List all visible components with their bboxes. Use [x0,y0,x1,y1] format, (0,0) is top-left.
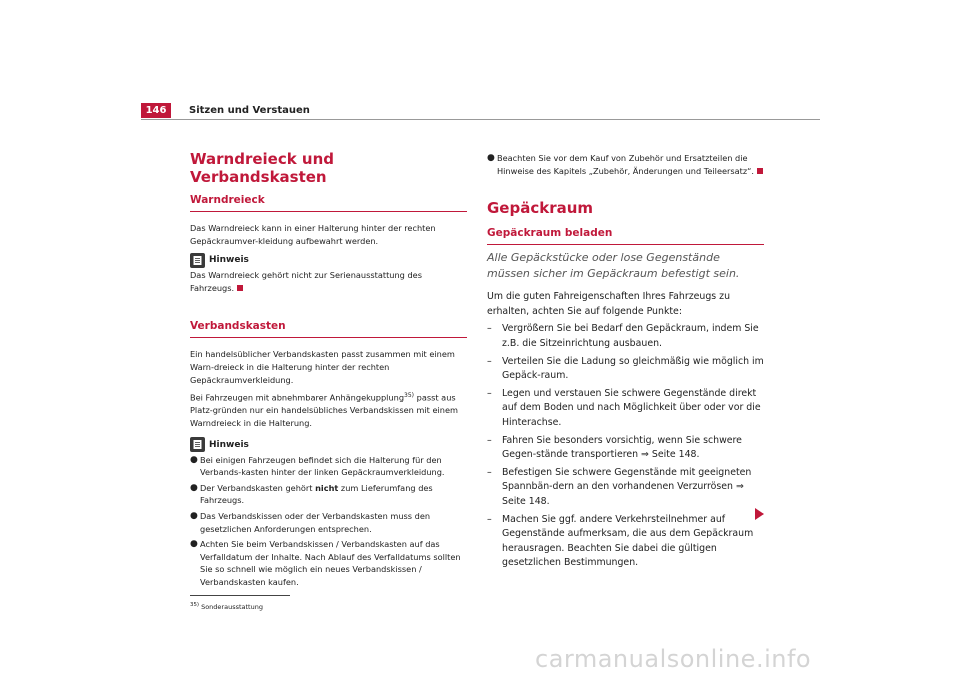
list-item: ● Beachten Sie vor dem Kauf von Zubehör und Ersatzteilen die Hinweise des Kapitels „Zubehör, Änderungen und Teileersatz“. [487,152,764,177]
running-title: Sitzen und Verstauen [189,105,310,116]
note-pad-icon [190,437,205,452]
list-item: – Verteilen Sie die Ladung so gleichmäßig wie möglich im Gepäck-raum. [487,355,764,382]
page-header [141,103,820,118]
list-item: ● Achten Sie beim Verbandskissen / Verbandskasten auf das Verfalldatum der Inhalte. Nach Ablauf des Verfalldatums sollten Sie so schnell wie möglich ein neues Verbandskissen / Verbandskasten kaufen. [190,539,461,588]
note-header [190,251,467,269]
note-text: Das Warndreieck gehört nicht zur Serienausstattung des Fahrzeugs. [190,270,422,293]
bullet-icon: ● [190,539,198,550]
right-column [487,150,764,571]
page-number: 146 [141,103,171,118]
note-label: Hinweis [209,439,249,450]
list-item: – Legen und verstauen Sie schwere Gegenstände direkt auf dem Boden und nach Möglichkeit über oder vor die Hinterachse. [487,387,761,428]
list-item: ● Der Verbandskasten gehört nicht zum Lieferumfang des Fahrzeugs. [190,482,433,506]
list-item: ● Das Verbandskissen oder der Verbandskasten muss den gesetzlichen Anforderungen entsprechen. [190,511,431,534]
note-pad-icon [190,253,205,268]
bullet-icon: ● [190,454,198,465]
verbandskasten-p2: Bei Fahrzeugen mit abnehmbarer Anhängekupplung$^{35)}$ passt aus Platz-gründen nur ein handelsübliches Verbandskissen mit einem Warndreieck in die Halterung. [190,392,458,429]
section-end-marker [237,285,243,291]
header-rule [141,119,820,120]
heading-gepaeckraum-beladen: Gepäckraum beladen [487,227,764,245]
section-end-marker [757,168,763,174]
footnote-ref: 35) [404,392,415,400]
list-item: – Vergrößern Sie bei Bedarf den Gepäckraum, indem Sie z.B. die Sitzeinrichtung ausbauen. [487,323,759,349]
list-item: – Machen Sie ggf. andere Verkehrsteilnehmer auf Gegenstände aufmerksam, die aus dem Gepäckraum herausragen. Beachten Sie dabei die gültigen gesetzlichen Bestimmungen. [487,513,754,569]
bullet-icon: ● [190,511,198,522]
heading-verbandskasten: Verbandskasten [190,320,467,338]
heading-warndreieck: Warndreieck [190,194,467,212]
note-header [190,436,467,454]
watermark: carmanualsonline.info [535,645,812,673]
section-title-warndreieck-verbandskasten: Warndreieck und Verbandskasten [190,150,335,186]
note-label: Hinweis [209,255,249,266]
footnote: $^{35)}$ Sonderausstattung [190,601,263,611]
list-item: ● Bei einigen Fahrzeugen befindet sich die Halterung für den Verbands-kasten hinter der linken Gepäckraumverkleidung. [190,454,445,478]
left-column [190,150,467,612]
bullet-icon: ● [487,153,495,163]
list-item: – Befestigen Sie schwere Gegenstände mit geeigneten Spannbän-dern an den vorhandenen Verzurrösen ⇒ Seite 148. [487,466,752,507]
intro-text: Um die guten Fahreigenschaften Ihres Fahrzeugs zu erhalten, achten Sie auf folgende Punkte: [487,291,731,317]
section-title-gepaeckraum: Gepäckraum [487,199,594,218]
verbandskasten-p1: Ein handelsüblicher Verbandskasten passt zusammen mit einem Warn-dreieck in die Halterung hinter der rechten Gepäckraumverkleidung. [190,349,455,385]
bullet-icon: ● [190,482,198,493]
continue-arrow-icon [755,508,764,520]
list-item: – Fahren Sie besonders vorsichtig, wenn Sie schwere Gegen-stände transportieren ⇒ Seite 148. [487,434,742,461]
warndreieck-text: Das Warndreieck kann in einer Halterung hinter der rechten Gepäckraumver-kleidung aufbewahrt werden. [190,223,436,246]
lead-text: Alle Gepäckstücke oder lose Gegenstände müssen sicher im Gepäckraum befestigt sein. [487,251,740,281]
